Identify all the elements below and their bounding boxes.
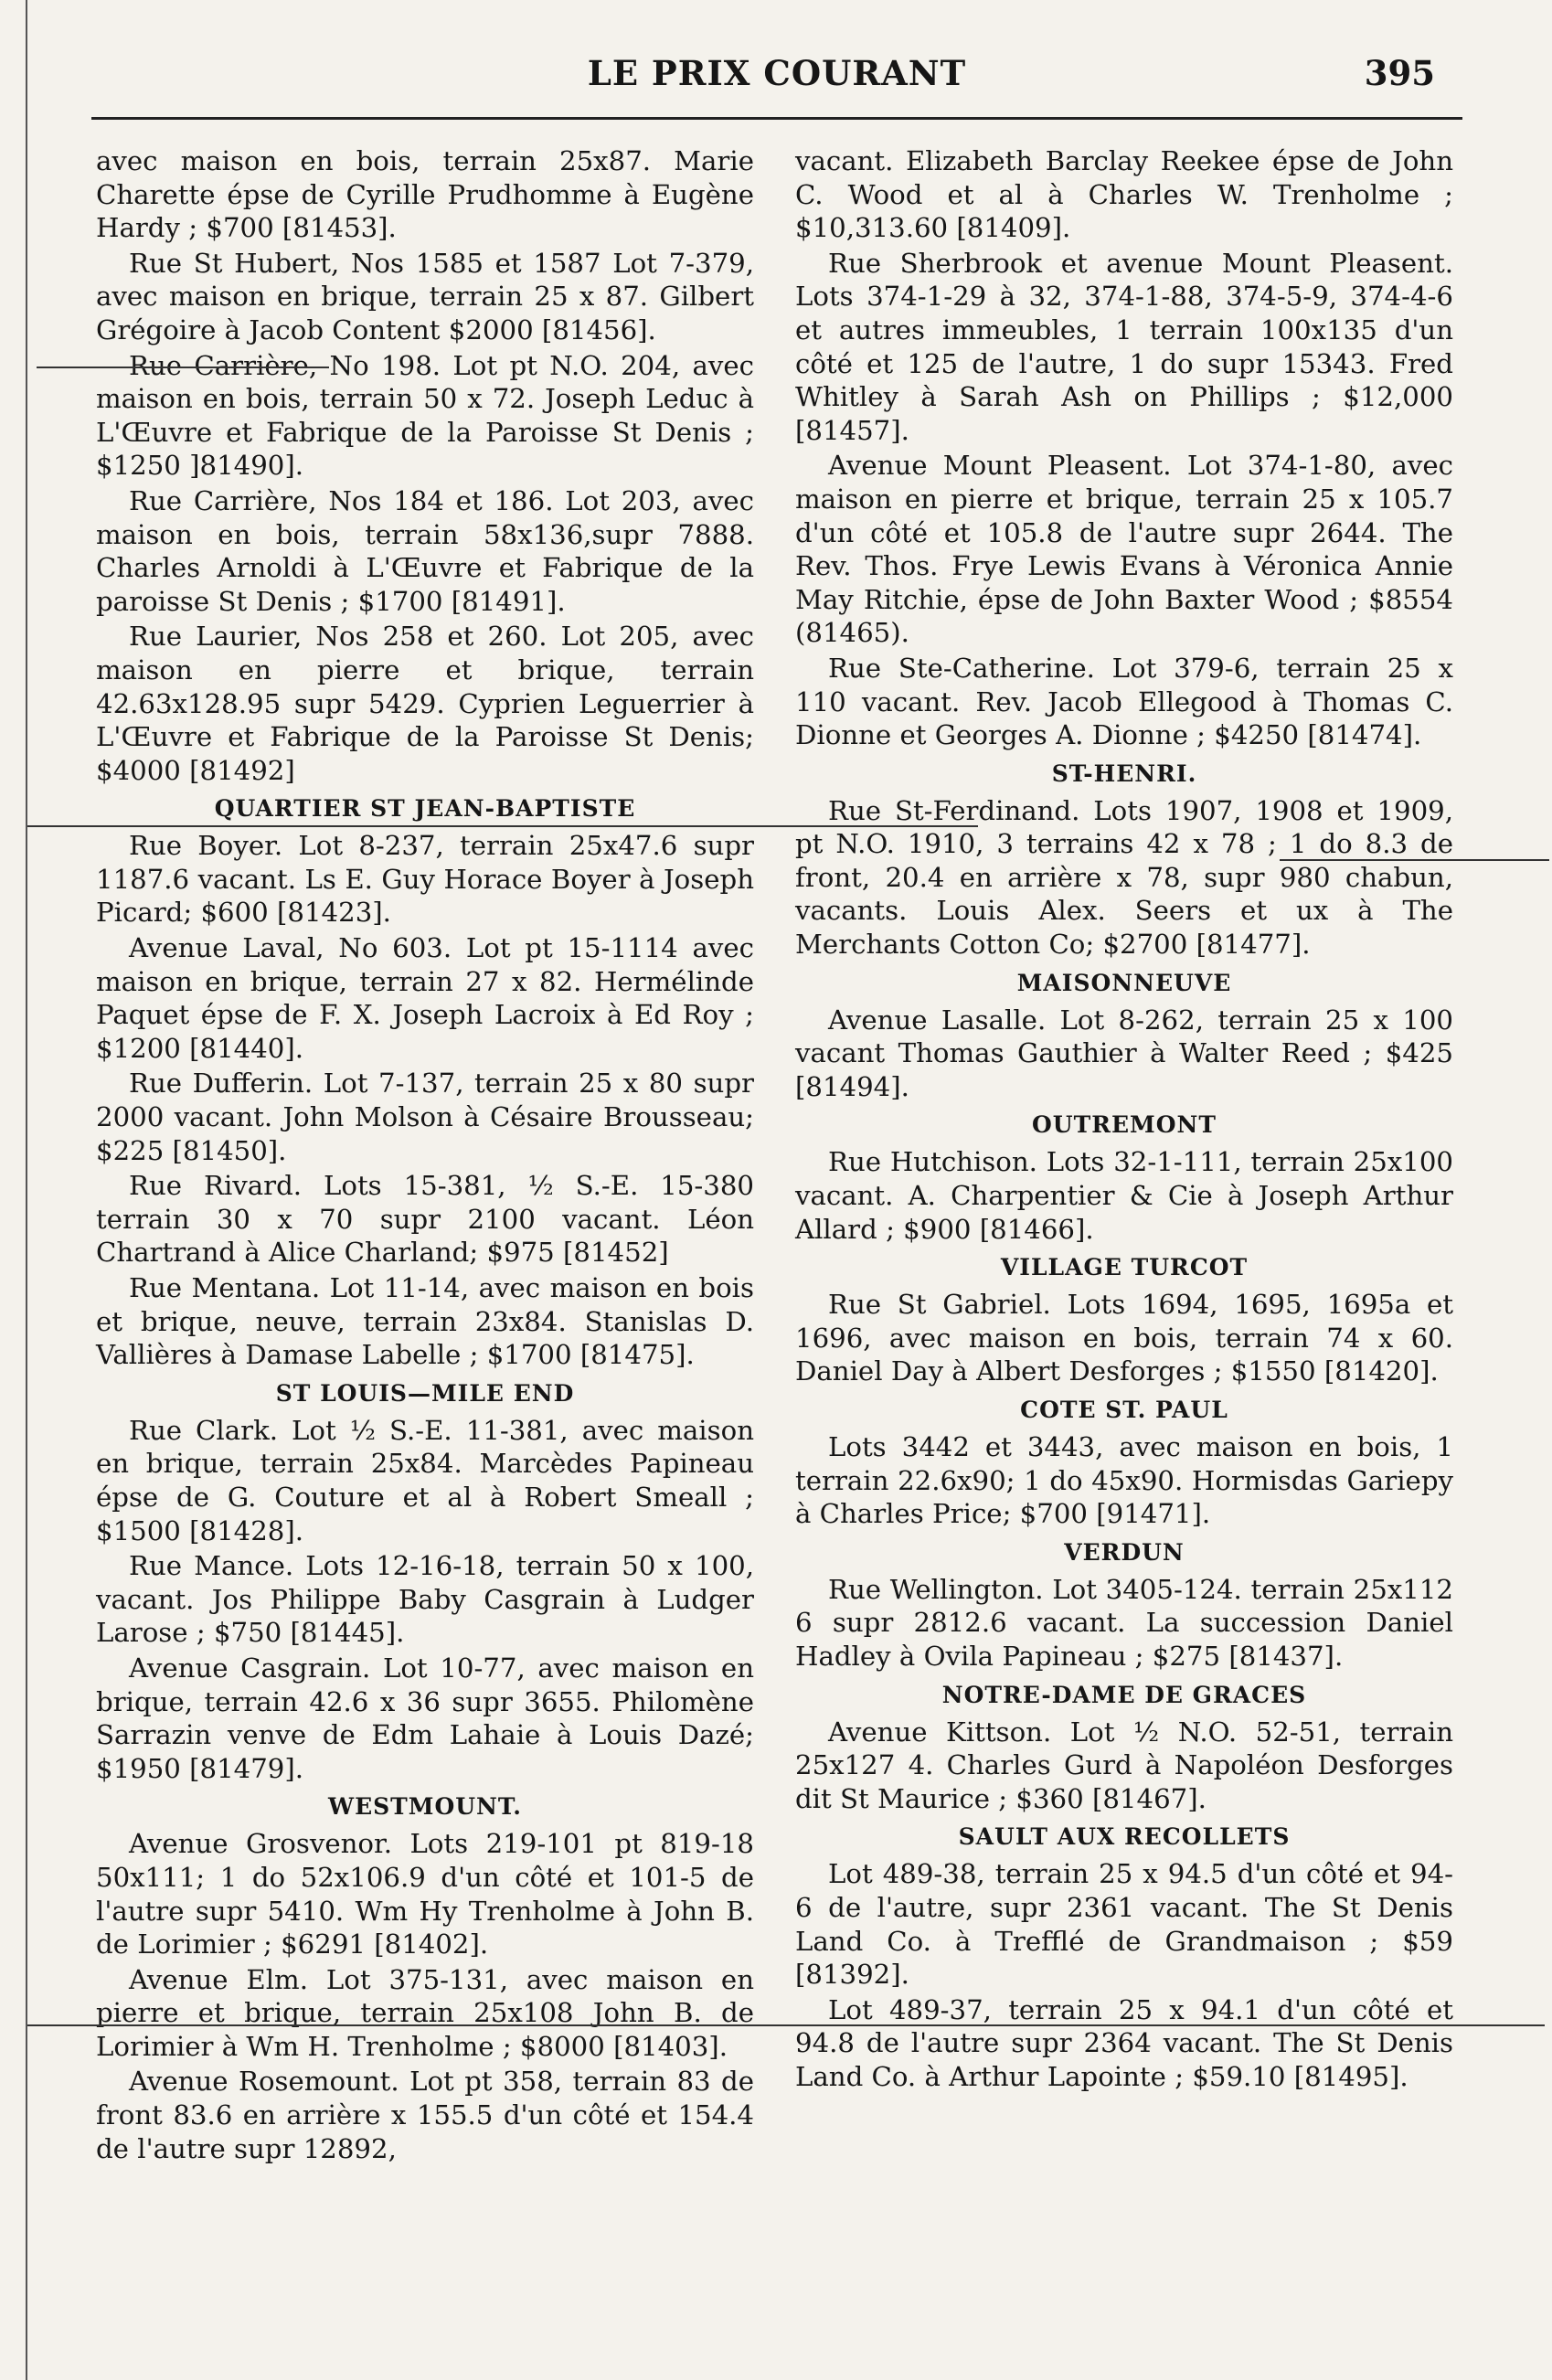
- property-entry: Rue Clark. Lot ½ S.-E. 11-381, avec maison en brique, terrain 25x84. Marcèdes Papineau épse de G. Couture et al à Robert Smeall ; $1500 [81428].: [96, 1414, 754, 1546]
- property-entry: vacant. Elizabeth Barclay Reekee épse de John C. Wood et al à Charles W. Trenholme ; $10,313.60 [81409].: [795, 145, 1453, 244]
- section-heading: ST-HENRI.: [1051, 760, 1197, 787]
- scan-line: [1280, 859, 1549, 861]
- section-heading: QUARTIER ST JEAN-BAPTISTE: [214, 795, 636, 823]
- scan-line: [27, 2024, 1545, 2026]
- section-heading: VILLAGE TURCOT: [1000, 1254, 1249, 1281]
- property-entry: Avenue Elm. Lot 375-131, avec maison en pierre et brique, terrain 25x108 John B. de Lorimier à Wm H. Trenholme ; $8000 [81403].: [96, 1963, 754, 2062]
- section-heading: VERDUN: [1064, 1538, 1185, 1566]
- header-rule: [91, 117, 1462, 120]
- property-entry: Rue Carrière, No 198. Lot pt N.O. 204, avec maison en bois, terrain 50 x 72. Joseph Leduc à L'Œuvre et Fabrique de la Paroisse St Denis ; $1250 ]81490].: [96, 349, 754, 482]
- page-header: [91, 53, 1462, 108]
- right-column: [795, 144, 1453, 2096]
- property-entry: Rue St Gabriel. Lots 1694, 1695, 1695a et 1696, avec maison en bois, terrain 74 x 60. Daniel Day à Albert Desforges ; $1550 [81420].: [795, 1289, 1453, 1387]
- property-entry: Rue Hutchison. Lots 32-1-111, terrain 25x100 vacant. A. Charpentier & Cie à Joseph Arthur Allard ; $900 [81466].: [795, 1146, 1453, 1245]
- section-heading: OUTREMONT: [1032, 1111, 1217, 1139]
- property-entry: Rue Ste-Catherine. Lot 379-6, terrain 25 x 110 vacant. Rev. Jacob Ellegood à Thomas C. Dionne et Georges A. Dionne ; $4250 [81474].: [795, 652, 1453, 751]
- property-entry: Avenue Lasalle. Lot 8-262, terrain 25 x 100 vacant Thomas Gauthier à Walter Reed ; $425 [81494].: [795, 1004, 1453, 1102]
- property-entry: Rue Carrière, Nos 184 et 186. Lot 203, avec maison en bois, terrain 58x136,supr 7888. Charles Arnoldi à L'Œuvre et Fabrique de la paroisse St Denis ; $1700 [81491].: [96, 484, 754, 617]
- property-entry: Avenue Rosemount. Lot pt 358, terrain 83 de front 83.6 en arrière x 155.5 d'un côté et 154.4 de l'autre supr 12892,: [96, 2066, 754, 2164]
- property-entry: Avenue Kittson. Lot ½ N.O. 52-51, terrain 25x127 4. Charles Gurd à Napoléon Desforges dit St Maurice ; $360 [81467].: [795, 1716, 1453, 1814]
- property-entry: Avenue Laval, No 603. Lot pt 15-1114 avec maison en brique, terrain 27 x 82. Hermélinde Paquet épse de F. X. Joseph Lacroix à Ed Roy ; $1200 [81440].: [96, 932, 754, 1064]
- property-entry: Avenue Mount Pleasent. Lot 374-1-80, avec maison en pierre et brique, terrain 25 x 105.7 d'un côté et 105.8 de l'autre supr 2644. The Rev. Thos. Frye Lewis Evans à Véronica Annie May Ritchie, épse de John Baxter Wood ; $8554 (81465).: [795, 450, 1453, 649]
- section-heading: ST LOUIS—MILE END: [275, 1379, 575, 1407]
- property-entry: Rue Mentana. Lot 11-14, avec maison en bois et brique, neuve, terrain 23x84. Stanislas D. Vallières à Damase Labelle ; $1700 [81475].: [96, 1272, 754, 1371]
- section-heading: COTE ST. PAUL: [1020, 1397, 1228, 1423]
- page-title: LE PRIX COURANT: [587, 53, 967, 93]
- property-entry: Lot 489-37, terrain 25 x 94.1 d'un côté et 94.8 de l'autre supr 2364 vacant. The St Denis Land Co. à Arthur Lapointe ; $59.10 [81495].: [795, 1993, 1453, 2092]
- property-entry: Rue Boyer. Lot 8-237, terrain 25x47.6 supr 1187.6 vacant. Ls E. Guy Horace Boyer à Joseph Picard; $600 [81423].: [96, 830, 754, 929]
- property-entry: Rue St-Ferdinand. Lots 1907, 1908 et 1909, pt N.O. 1910, 3 terrains 42 x 78 ; 1 do 8.3 de front, 20.4 en arrière x 78, supr 980 chabun, vacants. Louis Alex. Seers et ux à The Merchants Cotton Co; $2700 [81477].: [795, 794, 1453, 961]
- property-entry: Rue Dufferin. Lot 7-137, terrain 25 x 80 supr 2000 vacant. John Molson à Césaire Brousseau; $225 [81450].: [96, 1068, 754, 1166]
- property-entry: Rue Rivard. Lots 15-381, ½ S.-E. 15-380 terrain 30 x 70 supr 2100 vacant. Léon Chartrand à Alice Charland; $975 [81452]: [96, 1170, 754, 1269]
- property-entry: Avenue Grosvenor. Lots 219-101 pt 819-18 50x111; 1 do 52x106.9 d'un côté et 101-5 de l'autre supr 5410. Wm Hy Trenholme à John B. de Lorimier ; $6291 [81402].: [96, 1828, 754, 1960]
- section-heading: MAISONNEUVE: [1016, 969, 1232, 996]
- property-entry: Rue Mance. Lots 12-16-18, terrain 50 x 100, vacant. Jos Philippe Baby Casgrain à Ludger Larose ; $750 [81445].: [96, 1550, 754, 1649]
- property-entry: Rue St Hubert, Nos 1585 et 1587 Lot 7-379, avec maison en brique, terrain 25 x 87. Gilbert Grégoire à Jacob Content $2000 [81456].: [96, 247, 754, 345]
- section-heading: SAULT AUX RECOLLETS: [958, 1823, 1291, 1851]
- page-number: 395: [1364, 53, 1435, 93]
- property-entry: Lot 489-38, terrain 25 x 94.5 d'un côté et 94-6 de l'autre, supr 2361 vacant. The St Denis Land Co. à Trefflé de Grandmaison ; $59 [81392].: [795, 1858, 1453, 1991]
- property-entry: Avenue Casgrain. Lot 10-77, avec maison en brique, terrain 42.6 x 36 supr 3655. Philomène Sarrazin venve de Edm Lahaie à Louis Dazé; $1950 [81479].: [96, 1652, 754, 1784]
- left-column: [96, 144, 754, 2167]
- property-entry: Rue Laurier, Nos 258 et 260. Lot 205, avec maison en pierre et brique, terrain 42.63x128.95 supr 5429. Cyprien Leguerrier à L'Œuvre et Fabrique de la Paroisse St Denis; $4000 [81492]: [96, 621, 754, 786]
- property-entry: avec maison en bois, terrain 25x87. Marie Charette épse de Cyrille Prudhomme à Eugène Hardy ; $700 [81453].: [96, 145, 754, 244]
- scan-line: [27, 825, 978, 827]
- section-heading: NOTRE-DAME DE GRACES: [941, 1681, 1307, 1708]
- section-heading: WESTMOUNT.: [328, 1793, 522, 1821]
- binding-margin-line: [26, 0, 27, 2380]
- property-entry: Rue Wellington. Lot 3405-124. terrain 25x112 6 supr 2812.6 vacant. La succession Daniel Hadley à Ovila Papineau ; $275 [81437].: [795, 1573, 1453, 1672]
- scan-line: [37, 367, 329, 368]
- property-entry: Lots 3442 et 3443, avec maison en bois, 1 terrain 22.6x90; 1 do 45x90. Hormisdas Gariepy à Charles Price; $700 [91471].: [795, 1431, 1453, 1530]
- property-entry: Rue Sherbrook et avenue Mount Pleasent. Lots 374-1-29 à 32, 374-1-88, 374-5-9, 374-4-6 et autres immeubles, 1 terrain 100x135 d'un côté et 125 de l'autre, 1 do supr 15343. Fred Whitley à Sarah Ash on Phillips ; $12,000 [81457].: [795, 247, 1453, 446]
